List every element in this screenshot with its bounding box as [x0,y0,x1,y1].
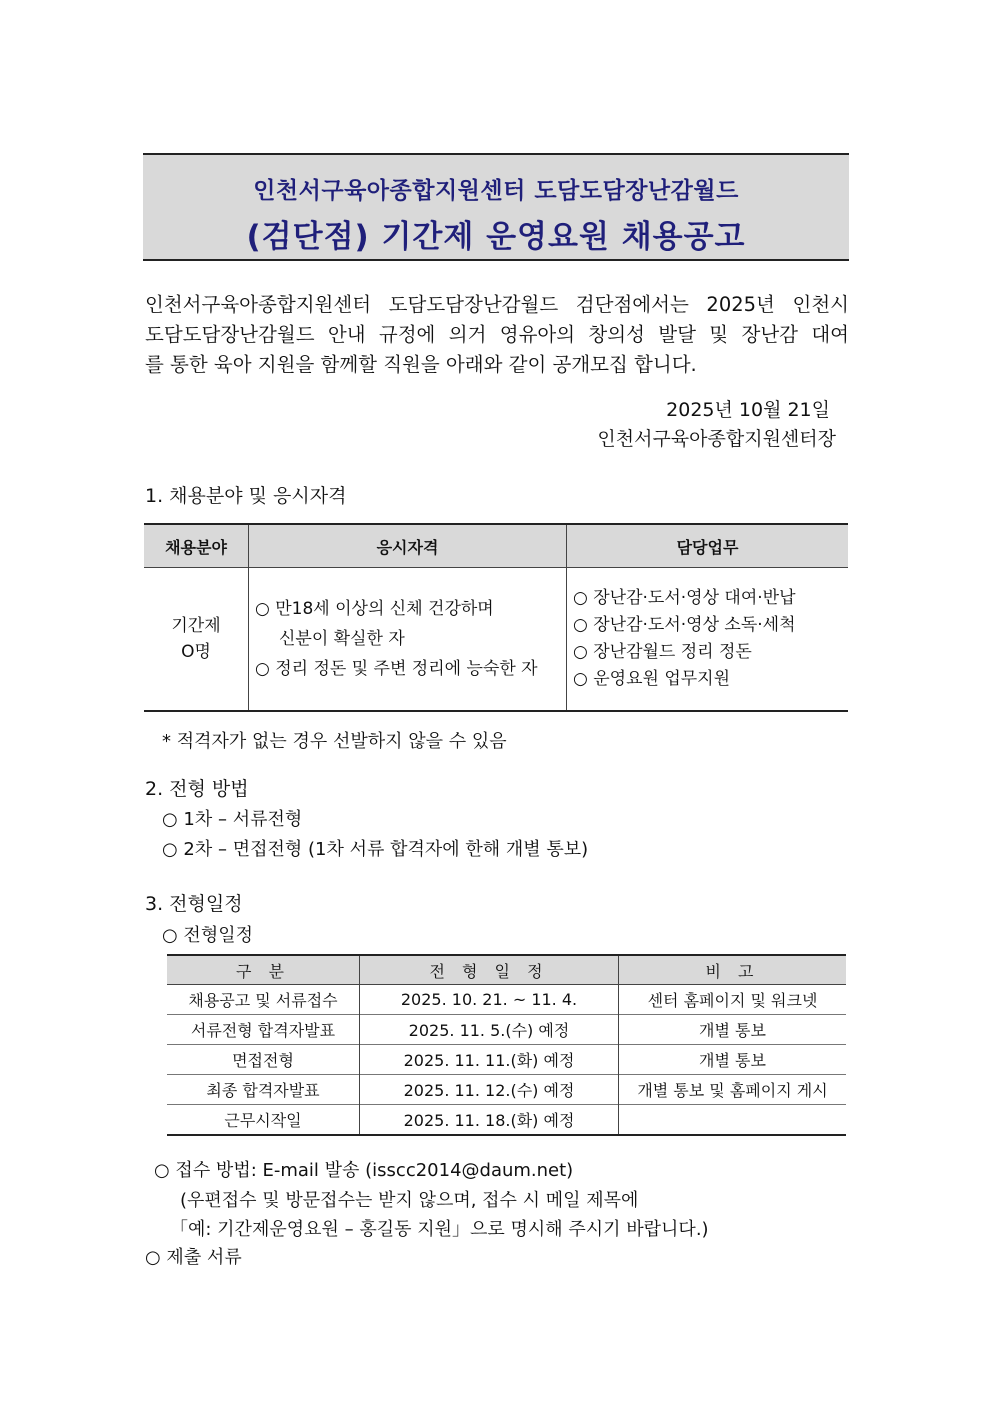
table-cell: 최종 합격자발표 [167,1075,360,1105]
table-cell: 센터 홈페이지 및 워크넷 [619,985,847,1015]
intro-line: 를 통한 육아 지원을 함께할 직원을 아래와 같이 공개모집 합니다. [145,353,697,376]
title-line-1: 인천서구육아종합지원센터 도담도담장난감월드 [253,178,739,204]
table-cell: 개별 통보 [619,1045,847,1075]
duties-cell [567,568,849,712]
section-1-heading: 1. 채용분야 및 응시자격 [145,485,347,507]
table-header: 구 분 [167,955,360,985]
table-header: 응시자격 [249,524,567,568]
table-cell: 근무시작일 [167,1105,360,1136]
schedule-subheading: ○ 전형일정 [162,925,253,946]
table-cell: 2025. 11. 5.(수) 예정 [360,1015,619,1045]
announcement-date: 2025년 10월 21일 [666,399,830,421]
duty-item: ○ 장난감·도서·영상 대여·반납 [573,588,796,608]
qualification-item: ○ 정리 정돈 및 주변 정리에 능숙한 자 [255,659,538,679]
screening-step: ○ 1차 – 서류전형 [162,809,303,830]
issuer: 인천서구육아종합지원센터장 [597,428,836,450]
screening-step: ○ 2차 – 면접전형 (1차 서류 합격자에 한해 개별 통보) [162,839,589,860]
section-2-heading: 2. 전형 방법 [145,778,249,800]
section-3-heading: 3. 전형일정 [145,893,243,915]
submission-note: (우편접수 및 방문접수는 받지 않으며, 접수 시 메일 제목에 [180,1190,639,1211]
qualification-cell [249,568,567,712]
table-row [167,985,846,1015]
field-type: 기간제 [171,616,221,636]
submission-method: ○ 접수 방법: E-mail 발송 (isscc2014@daum.net) [154,1160,574,1181]
table-cell: 면접전형 [167,1045,360,1075]
title-line-2: (검단점) 기간제 운영요원 채용공고 [246,219,746,255]
table-cell [619,1105,847,1136]
table-cell: 2025. 11. 18.(화) 예정 [360,1105,619,1136]
table-cell: 서류전형 합격자발표 [167,1015,360,1045]
required-documents: ○ 제출 서류 [145,1247,242,1268]
qualification-item: ○ 만18세 이상의 신체 건강하며 [255,599,494,619]
table-row [167,1045,846,1075]
submission-note: 「예: 기간제운영요원 – 홍길동 지원」으로 명시해 주시기 바랍니다.) [170,1219,709,1240]
table-header: 담당업무 [567,524,849,568]
duty-item: ○ 장난감·도서·영상 소독·세척 [573,615,796,635]
table-row [167,1075,846,1105]
table-cell: 개별 통보 및 홈페이지 게시 [619,1075,847,1105]
table-header: 비 고 [619,955,847,985]
title-box [143,153,849,261]
recruitment-table [144,523,848,712]
table-row [167,1105,846,1136]
table-cell: 개별 통보 [619,1015,847,1045]
field-count: O명 [181,642,211,662]
table-cell: 채용공고 및 서류접수 [188,991,338,1010]
field-cell [144,568,249,712]
qualification-item: 신분이 확실한 자 [279,629,405,649]
eligibility-note: * 적격자가 없는 경우 선발하지 않을 수 있음 [162,731,507,752]
table-row [167,1015,846,1045]
intro-line: 인천서구육아종합지원센터 도담도담장난감월드 검단점에서는 2025년 인천시 [145,293,849,316]
intro-line: 도담도담장난감월드 안내 규정에 의거 영유아의 창의성 발달 및 장난감 대여 [145,323,849,346]
table-cell: 2025. 11. 12.(수) 예정 [360,1075,619,1105]
schedule-table [167,954,846,1136]
intro-paragraph [145,290,849,380]
duty-item: ○ 장난감월드 정리 정돈 [573,642,752,662]
table-cell: 2025. 10. 21. ~ 11. 4. [360,985,619,1015]
table-header: 전 형 일 정 [360,955,619,985]
table-cell: 2025. 11. 11.(화) 예정 [360,1045,619,1075]
table-header: 채용분야 [144,524,249,568]
duty-item: ○ 운영요원 업무지원 [573,669,731,689]
